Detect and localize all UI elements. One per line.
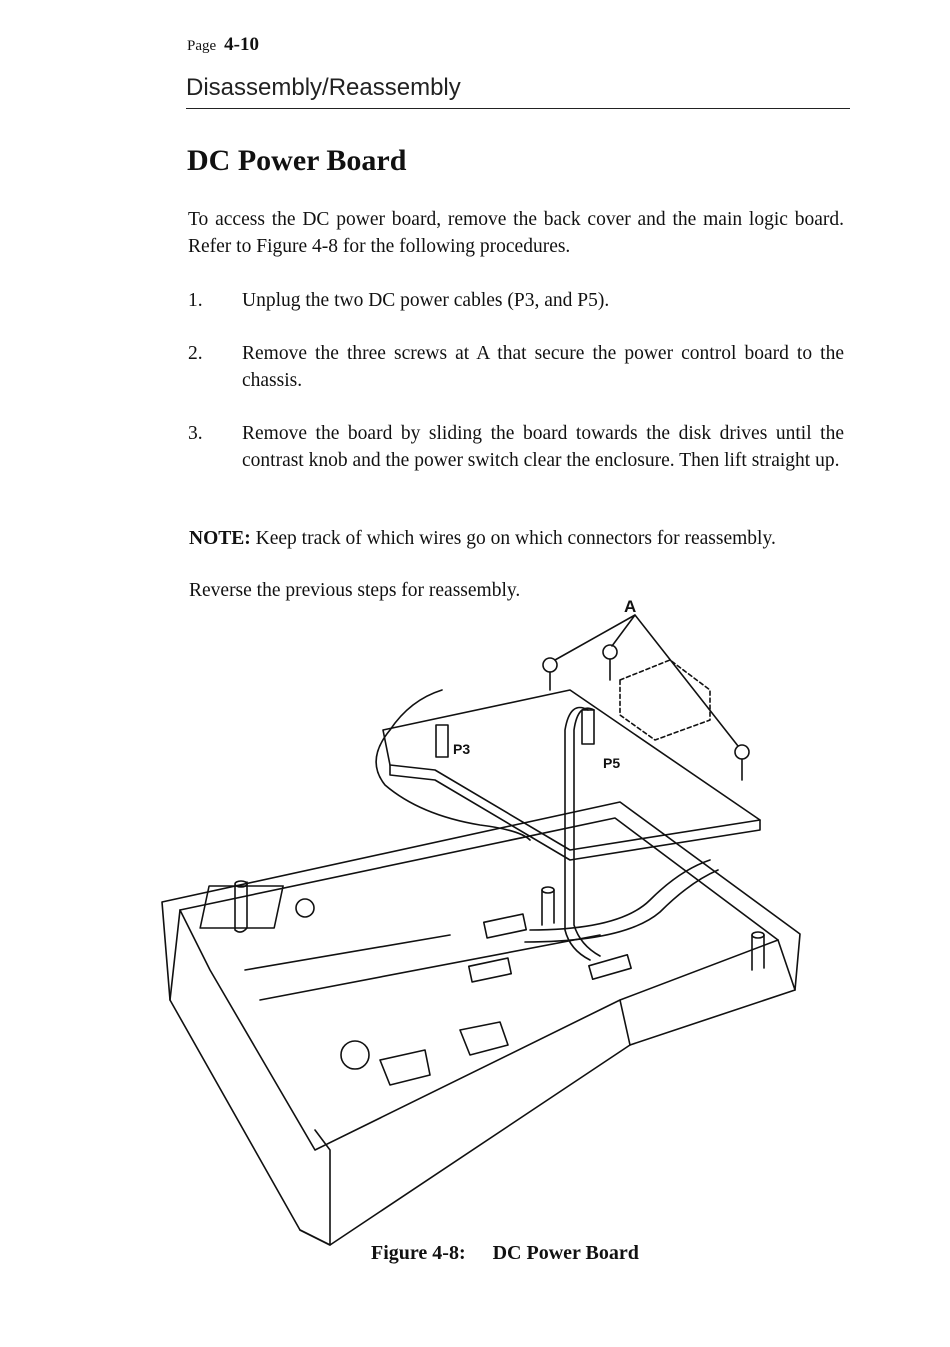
callout-a: A bbox=[624, 597, 637, 616]
page-label: Page bbox=[187, 38, 217, 54]
dc-power-board-illustration bbox=[150, 590, 810, 1250]
screw-right bbox=[735, 745, 749, 780]
step-number: 1. bbox=[188, 290, 203, 311]
standoff-post bbox=[235, 882, 247, 932]
step-text: Remove the board by sliding the board towards the disk drives until the contrast knob and the power switch clear the enclosure. Then lift straight up. bbox=[242, 423, 844, 471]
chassis-outline bbox=[162, 802, 800, 1245]
page-number bbox=[187, 34, 259, 56]
standoff-top bbox=[542, 887, 554, 893]
step-number: 2. bbox=[188, 343, 203, 364]
floor-slot bbox=[589, 955, 631, 979]
note-text: Keep track of which wires go on which connectors for reassembly. bbox=[255, 528, 776, 549]
screw-middle bbox=[603, 645, 617, 680]
connector-p5 bbox=[582, 710, 594, 744]
connector-p3 bbox=[436, 725, 448, 757]
label-p5: P5 bbox=[603, 755, 621, 771]
chassis-inner-rim bbox=[180, 818, 778, 1150]
chassis-front-wall bbox=[300, 1130, 330, 1245]
fan-housing bbox=[200, 886, 283, 928]
reverse-instruction: Reverse the previous steps for reassembly. bbox=[189, 580, 521, 601]
figure-caption bbox=[371, 1242, 639, 1265]
floor-connector bbox=[484, 914, 526, 938]
standoff-post bbox=[752, 935, 764, 970]
power-control-board bbox=[383, 690, 760, 850]
disk-drive-outline bbox=[620, 660, 710, 740]
floor-hole bbox=[341, 1041, 369, 1069]
page-title: DC Power Board bbox=[187, 144, 407, 177]
floor-cutout bbox=[380, 1022, 508, 1085]
header-rule bbox=[186, 108, 850, 109]
section-heading: Disassembly/Reassembly bbox=[186, 74, 461, 101]
power-cable-p3 bbox=[376, 690, 530, 840]
standoff-top bbox=[752, 932, 764, 938]
figure-caption-number: Figure 4-8: bbox=[371, 1242, 466, 1264]
chassis-left-wall bbox=[170, 910, 180, 1000]
step-text: Unplug the two DC power cables (P3, and P5). bbox=[242, 290, 610, 311]
step-number: 3. bbox=[188, 423, 203, 444]
chassis-right-wall bbox=[620, 940, 795, 1045]
note bbox=[189, 528, 776, 550]
standoff-post bbox=[542, 890, 554, 925]
screw-left bbox=[543, 658, 557, 690]
intro-paragraph: To access the DC power board, remove the back cover and the main logic board. Refer to Figure 4-8 for the following procedures. bbox=[188, 209, 844, 257]
floor-connector bbox=[469, 958, 511, 982]
fan-hub bbox=[296, 899, 314, 917]
page-number-value: 4-10 bbox=[224, 34, 259, 55]
label-p3: P3 bbox=[453, 741, 471, 757]
note-label: NOTE: bbox=[189, 528, 251, 549]
power-cable-p5 bbox=[565, 708, 590, 961]
step-text: Remove the three screws at A that secure the power control board to the chassis. bbox=[242, 343, 844, 391]
chassis-floor-line bbox=[245, 935, 600, 1000]
power-cable-p5 bbox=[574, 708, 600, 956]
figure-caption-title: DC Power Board bbox=[492, 1242, 639, 1264]
